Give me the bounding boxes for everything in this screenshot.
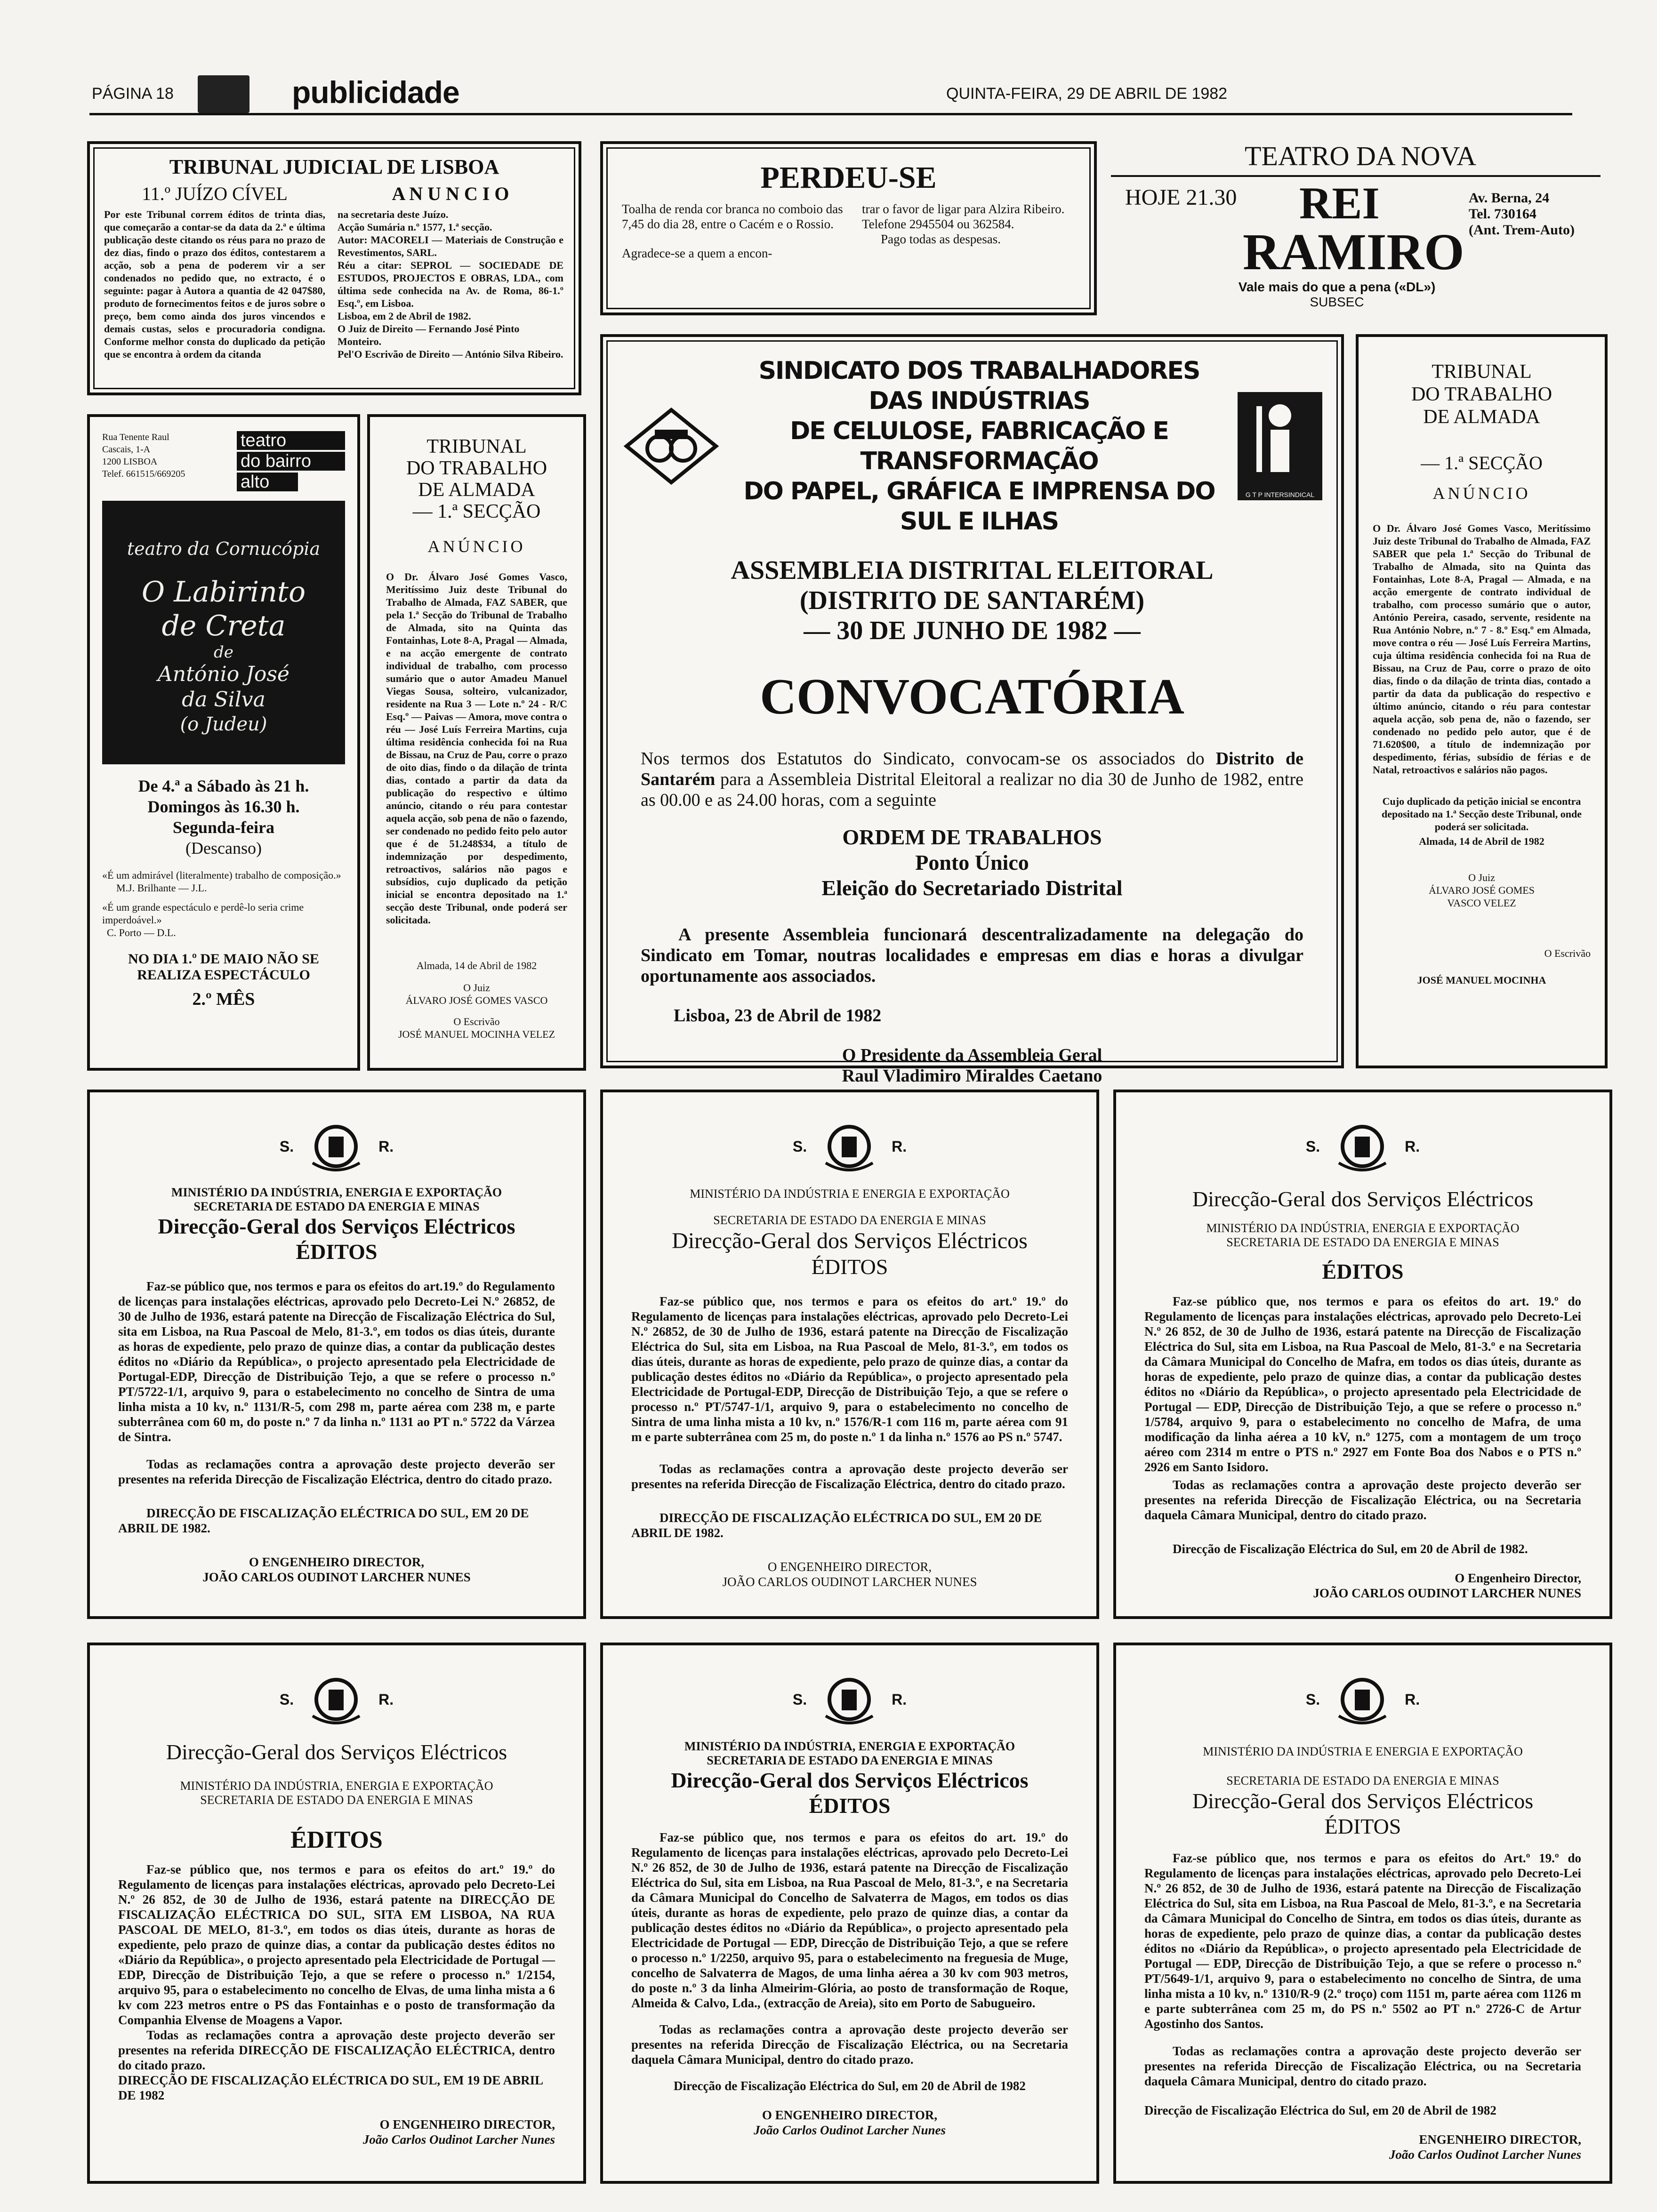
agenda-title: ORDEM DE TRABALHOS [842,825,1102,849]
schedule-line: Domingos às 16.30 h. [147,797,300,816]
poster-text: de [214,643,233,662]
signature-role: O Escrivão [453,1016,500,1027]
ad-title: — 30 DE JUNHO DE 1982 — [804,616,1141,645]
show-title-1: REI [1299,178,1380,228]
cgtp-logo [1238,392,1322,500]
poster-text: de Creta [161,609,286,642]
ad-editos-6 [1113,1643,1612,2184]
ad-date: Direcção de Fiscalização Eléctrica do Sul, em 20 de Abril de 1982. [1173,1542,1528,1556]
ad-body-line: Pel'O Escrivão de Direito — António Silva Ribeiro. [338,348,563,360]
poster-text: António José [158,662,290,686]
worker-figure-icon [1238,392,1322,486]
ad-editos-2 [600,1090,1099,1619]
ministry-name: MINISTÉRIO DA INDÚSTRIA E ENERGIA E EXPORTAÇÃO [1203,1745,1523,1758]
emblem-letter: S. [279,1691,294,1708]
ad-title: TRIBUNAL [426,436,527,457]
convocatoria-title: CONVOCATÓRIA [760,669,1184,725]
review-author: M.J. Brilhante — J.L. [116,882,207,894]
union-name: DE CELULOSE, FABRICAÇÃO E TRANSFORMAÇÃO [790,417,1168,475]
ad-body: Todas as reclamações contra a aprovação deste projecto deverão ser presentes na referida DIRECÇÃO DE FISCALIZAÇÃO ELÉCTRICA, dentro do citado prazo. [118,2028,555,2072]
ad-tribunal-almada-2 [1356,334,1608,1068]
ad-body: trar o favor de ligar para Alzira Ribeiro. [862,202,1065,216]
notice: NO DIA 1.º DE MAIO NÃO SE REALIZA ESPECTÁCULO [128,951,319,983]
directorate-name: Direcção-Geral dos Serviços Eléctricos [1192,1789,1534,1813]
ad-body: Toalha de renda cor branca no comboio das 7,45 do dia 28, entre o Cacém e o Rossio. [622,202,843,231]
ad-body-line: O Juiz de Direito — Fernando José Pinto Monteiro. [338,323,520,347]
address-line: Av. Berna, 24 [1469,190,1550,206]
ad-body: Faz-se público que, nos termos e para os efeitos do art.º 19.º do Regulamento de licenças para instalações eléctricas, aprovado pelo Decreto-Lei N.º 26 852, de 30 de Julho de 1936, estará patente na DIRECÇÃO DE FISCALIZAÇÃO ELÉCTRICA DO SUL, SITA EM LISBOA, NA RUA PASCOAL DE MELO, 81-3.º, em todos os dias úteis, durante as horas de expediente, pelo prazo de quinze dias, a contar da publicação destes éditos no «Diário da República», o projecto apresentado pela Electricidade de Portugal — EDP, Direcção de Distribuição Tejo, a que se refere o processo n.º 1/2154, arquivo 95, para o estabelecimento no concelho de Elvas, de uma linha mista a 6 kv com 223 metros entre o PS das Fontainhas e o posto de transformação da Companhia Elvense de Moagens a Vapor. [118,1862,555,2027]
ad-date: DIRECÇÃO DE FISCALIZAÇÃO ELÉCTRICA DO SUL, EM 20 DE ABRIL DE 1982. [631,1511,1042,1540]
ministry-name: MINISTÉRIO DA INDÚSTRIA, ENERGIA E EXPORTAÇÃO [1206,1221,1520,1235]
ad-body: Agradece-se a quem a encon- [622,246,772,260]
secretariat-name: SECRETARIA DE ESTADO DA ENERGIA E MINAS [707,1754,993,1767]
secretariat-name: SECRETARIA DE ESTADO DA ENERGIA E MINAS [1226,1235,1499,1249]
address [1469,190,1575,238]
ad-body: Todas as reclamações contra a aprovação deste projecto deverão ser presentes na referida Direcção de Fiscalização Eléctrica, ou na Secretaria daquela Câmara Municipal, dentro do citado prazo. [1144,1478,1581,1522]
ministry-name: MINISTÉRIO DA INDÚSTRIA, ENERGIA E EXPORTAÇÃO [171,1186,502,1199]
coat-of-arms-icon [1334,1121,1391,1172]
directorate-name: Direcção-Geral dos Serviços Eléctricos [1192,1187,1534,1211]
secretariat-name: SECRETARIA DE ESTADO DA ENERGIA E MINAS [1226,1774,1499,1787]
review-author: C. Porto — D.L. [107,927,176,938]
emblem [1144,1674,1581,1725]
ad-body: A presente Assembleia funcionará descentralizadamente na delegação do Sindicato em Tomar, noutras localidades e empresas em dias e horas a divulgar oportunamente aos associados. [641,925,1303,986]
emblem [631,1121,1068,1172]
ad-body: Faz-se público que, nos termos e para os efeitos do art.19.º do Regulamento de licenças para instalações eléctricas, aprovado pelo Decreto-Lei N.º 26852, de 30 de Julho de 1936, estará patente na Direcção de Fiscalização Eléctrica do Sul, sita em Lisboa, na Rua Pascoal de Melo, 81-3.º, em todos os dias úteis, durante as horas de expediente, pelo prazo de quinze dias, a contar da publicação destes éditos no «Diário da República», o projecto apresentado pela Electricidade de Portugal-EDP, Direcção de Distribuição Tejo, a que se refere o processo n.º PT/5722-1/1, arquivo 9, para o estabelecimento no concelho de Sintra de uma linha mista a 10 kv, n.º 1131/R-5, com 298 m, parte aérea com 238 m, e parte subterrânea com 60 m, do poste n.º 7 da linha n.º 1131 ao PT n.º 5722 da Várzea de Sintra. [118,1279,555,1444]
poster-text: teatro da Cornucópia [127,538,321,559]
address-line: Rua Tenente Raul [102,432,169,442]
coat-of-arms-icon [821,1121,877,1172]
ad-title: TEATRO DA NOVA [1245,141,1476,171]
ministry-name: MINISTÉRIO DA INDÚSTRIA, ENERGIA E EXPORTAÇÃO [180,1779,493,1793]
review-quote: «É um admirável (literalmente) trabalho de composição.» [102,869,341,881]
show-time: HOJE 21.30 [1125,185,1237,210]
ad-sindicato-convocatoria [600,334,1344,1086]
emblem-letter: R. [1405,1691,1420,1708]
secretariat-name: SECRETARIA DE ESTADO DA ENERGIA E MINAS [713,1213,986,1227]
ad-teatro-nova [1111,141,1610,315]
signature-role: O Presidente da Assembleia Geral [842,1045,1102,1065]
logo-text: do bairro [237,452,345,471]
emblem-letter: R. [378,1691,394,1708]
ad-date: Almada, 14 de Abril de 1982 [416,960,537,971]
ad-body: Faz-se público que, nos termos e para os efeitos do art. 19.º do Regulamento de licenças para instalações eléctricas, aprovado pelo Decreto-Lei N.º 26 852, de 30 de Julho de 1936, estará patente na Direcção de Fiscalização Eléctrica do Sul, sita em Lisboa, na Rua Pascoal de Melo, 81-3.º, e na Secretaria da Câmara Municipal do Concelho de Salvaterra de Magos, em todos os dias úteis, durante as horas de expediente, pelo prazo de quinze dias, a contar da publicação destes éditos no «Diário da República», o projecto apresentado pela Electricidade de Portugal — EDP, Direcção de Distribuição Tejo, a que se refere o processo n.º 1/2250, arquivo 95, para o estabelecimento na freguesia de Muge, concelho de Salvaterra de Magos, de uma linha aérea a 30 kv com 903 metros, do poste n.º 3 da linha Almeirim-Glória, ao posto de transformação de Roque, Almeida & Calvo, Lda., (extracção de Areia), sito em Porto de Sabugueiro. [631,1830,1068,2010]
ad-title: DO TRABALHO [406,457,547,479]
ad-title: (DISTRITO DE SANTARÉM) [799,586,1145,615]
emblem-letter: S. [1305,1138,1320,1155]
signature-role: O Juiz [463,982,490,994]
poster-text: (o Judeu) [180,713,267,735]
header-rule [89,113,1572,115]
show-title-2: RAMIRO [1243,223,1464,281]
ad-title: DE ALMADA [418,479,535,501]
address-line: (Ant. Trem-Auto) [1469,222,1575,238]
ad-date: Lisboa, 23 de Abril de 1982 [674,1006,882,1026]
editos-title: ÉDITOS [809,1794,891,1818]
ad-date: Direcção de Fiscalização Eléctrica do Sul, em 20 de Abril de 1982 [674,2079,1026,2093]
ad-body: O Dr. Álvaro José Gomes Vasco, Meritíssimo Juiz deste Tribunal do Trabalho de Almada, FAZ SABER, que pela 1.ª Secção do Tribunal de Trabalho de Almada, sito na Quinta das Fontainhas, Lote 8-A, Pragal — Almada, e na acção emergente de contrato individual de trabalho, com processo sumário que o autor Amadeu Manuel Viegas Sousa, solteiro, vulcanizador, residente na Rua 3 — Lote n.º 24 - R/C Esq.º — Paivas — Amora, move contra o réu — José Luís Ferreira Martins, cuja última residência conhecida foi na Rua de Bissau, na Cruz de Pau, corre o prazo de oito dias, findo o da dilação de trinta dias, contado a partir da data da publicação do respectivo e último anúncio, citando o réu para contestar aquela acção, sob pena de não o fazendo, ser condenado no pedido feito pelo autor que é de 51.248$34, a título de indemnização por despedimento, retroactivos, salários não pagos e subsídios, cujo duplicado da petição inicial se encontra depositado na 1.ª secção deste Tribunal, onde poderá ser solicitada. [386,571,567,926]
ad-body: Faz-se público que, nos termos e para os efeitos do art. 19.º do Regulamento de licenças para instalações eléctricas, aprovado pelo Decreto-Lei N.º 26 852, de 30 de Julho de 1936, estará patente na Direcção de Fiscalização Eléctrica do Sul, sita em Lisboa, na Rua Pascoal de Melo, 81-3.º e na Secretaria da Câmara Municipal do Concelho de Mafra, em todos os dias úteis, durante as horas de expediente, pelo prazo de quinze dias, a contar da publicação destes éditos no «Diário da República», o projecto apresentado pela Electricidade de Portugal — EDP, Direcção de Distribuição Tejo, a que se refere o processo n.º 1/5784, arquivo 9, para o estabelecimento no concelho de Mafra, de uma modificação da linha aérea a 10 kV, n.º 1275, com a montagem de um troço aéreo com 2314 m entre o PTS n.º 2927 em Fonte Boa dos Nabos e o PTS n.º 2926 em Santo Isidoro. [1144,1294,1581,1474]
directorate-name: Direcção-Geral dos Serviços Eléctricos [672,1228,1028,1253]
ad-editos-5 [600,1643,1099,2184]
signature-role: O ENGENHEIRO DIRECTOR, [767,1560,932,1574]
editos-title: ÉDITOS [811,1255,888,1279]
anuncio-label: A N U N C I O [392,183,509,204]
signature-role: O ENGENHEIRO DIRECTOR, [249,1555,425,1569]
ad-teatro-bairro-alto [87,414,360,1071]
logo-text: teatro [237,431,345,450]
ministry-name: MINISTÉRIO DA INDÚSTRIA E ENERGIA E EXPORTAÇÃO [690,1187,1010,1201]
ad-subtitle: — 1.ª SECÇÃO [412,501,541,522]
ad-editos-4 [87,1643,586,2184]
ad-body: Cujo duplicado da petição inicial se encontra depositado na 1.ª Secção deste Tribunal, onde poderá ser solicitada. [1381,795,1582,833]
signature-name: ÁLVARO JOSÉ GOMES VASCO [405,994,548,1006]
ad-body: O Dr. Álvaro José Gomes Vasco, Meritíssimo Juiz deste Tribunal do Trabalho de Almada, FAZ SABER que pela 1.ª Secção do Tribunal de Trabalho de Almada, sito na Quinta das Fontainhas, Lote 8-A, Pragal — Almada, e na acção emergente de contrato individual de trabalho, com processo sumário que o autor, António Pereira, casado, servente, residente na Rua António Nobre, n.º 7 - 8.º Esq.º em Almada, move contra o réu — José Luís Ferreira Martins, cuja última residência conhecida foi na Rua de Bissau, na Cruz de Pau, corre o prazo de oito dias, findo o da dilação de trinta dias, contado a partir da data da publicação do respectivo e último anúncio, citando o réu para contestar aquela acção, sob pena de, não o fazendo, ser condenado no pedido pelo autor, que é de 71.620$00, a título de indemnização por despedimento, férias, subsídio de férias e de Natal, retroactivos e salários não pagos. [1373,522,1591,776]
ad-date: DIRECÇÃO DE FISCALIZAÇÃO ELÉCTRICA DO SUL, EM 20 DE ABRIL DE 1982. [118,1506,529,1535]
emblem [118,1121,555,1172]
schedule-line: (Descanso) [185,839,262,858]
ad-body: Telefone 2945504 ou 362584. [862,217,1014,231]
anuncio-label: ANÚNCIO [427,537,526,556]
address-line: Cascais, 1-A [102,444,151,455]
ad-editos-1 [87,1090,586,1619]
secretariat-name: SECRETARIA DE ESTADO DA ENERGIA E MINAS [193,1200,480,1213]
union-logo-icon [622,406,721,486]
ad-title: PERDEU-SE [760,160,937,195]
signature-name: João Carlos Oudinot Larcher Nunes [753,2123,946,2137]
signature-name: VASCO VELEZ [1447,897,1516,909]
signature-role: O Juiz [1468,872,1495,883]
producer: SUBSEC [1310,295,1364,309]
ad-title: TRIBUNAL JUDICIAL DE LISBOA [169,155,499,178]
signature-name: JOÃO CARLOS OUDINOT LARCHER NUNES [202,1570,471,1584]
juizo-label: 11.º JUÍZO CÍVEL [142,183,288,204]
signature-role: ENGENHEIRO DIRECTOR, [1419,2132,1581,2147]
emblem-letter: S. [279,1138,294,1155]
run-length: 2.º MÊS [192,989,255,1009]
poster-text: O Labirinto [141,576,306,609]
ad-title: TRIBUNAL [1432,361,1532,383]
agenda-item: Eleição do Secretariado Distrital [821,876,1123,900]
anuncio-label: ANÚNCIO [1432,484,1531,503]
editos-title: ÉDITOS [1324,1814,1401,1838]
address-line: Tel. 730164 [1469,206,1536,222]
emblem [1144,1121,1581,1172]
ad-editos-3 [1113,1090,1612,1619]
coat-of-arms-icon [308,1121,364,1172]
coat-of-arms-icon [821,1674,877,1725]
schedule-line: De 4.ª a Sábado às 21 h. [138,777,309,795]
editos-title: ÉDITOS [1322,1259,1404,1283]
ad-body-line: Autor: MACORELI — Materiais de Construção e Revestimentos, SARL. [338,234,563,258]
ad-subtitle: — 1.ª SECÇÃO [1421,452,1543,473]
ad-body-line: Acção Sumária n.º 1577, 1.ª secção. [338,221,492,233]
ad-body-line: Réu a citar: SEPROL — SOCIEDADE DE ESTUDOS, PROJECTOS E OBRAS, LDA., com última sede conhecida na Av. de Roma, 86-1.º Esq.º, em Lisboa. [338,259,563,309]
section-title: publicidade [292,75,459,110]
coat-of-arms-icon [308,1674,364,1725]
signature-name: JOSÉ MANUEL MOCINHA VELEZ [398,1028,555,1040]
emblem-letter: R. [892,1691,907,1708]
ad-date: Direcção de Fiscalização Eléctrica do Sul, em 20 de Abril de 1982 [1144,2103,1496,2117]
body-text-bold: Distrito de Santarém [641,749,1303,789]
signature-role: O ENGENHEIRO DIRECTOR, [762,2108,938,2122]
page-date: QUINTA-FEIRA, 29 DE ABRIL DE 1982 [946,85,1228,103]
logo-text: G T P INTERSINDICAL [1245,491,1315,498]
emblem-letter: R. [378,1138,394,1155]
schedule-line: Segunda-feira [173,818,274,837]
directorate-name: Direcção-Geral dos Serviços Eléctricos [166,1740,507,1764]
ad-body: Todas as reclamações contra a aprovação deste projecto deverão ser presentes na referida Direcção de Fiscalização Eléctrica, ou na Secretaria daquela Câmara Municipal, dentro do citado prazo. [631,2022,1068,2067]
signature-name: JOÃO CARLOS OUDINOT LARCHER NUNES [722,1575,977,1589]
emblem-letter: S. [1305,1691,1320,1708]
ad-tribunal-lisboa [87,141,581,395]
divider [1111,175,1601,177]
emblem [118,1674,555,1725]
directorate-name: Direcção-Geral dos Serviços Eléctricos [671,1768,1029,1792]
address-line: Telef. 661515/669205 [102,469,185,479]
theatre-logo [237,431,345,491]
signature-name: ÁLVARO JOSÉ GOMES [1429,884,1535,896]
signature-name: JOÃO CARLOS OUDINOT LARCHER NUNES [1313,1586,1581,1600]
ad-body: Faz-se público que, nos termos e para os efeitos do Art.º 19.º do Regulamento de licenças para instalações eléctricas, aprovado pelo Decreto-Lei N.º 26 852, de 30 de Julho de 1936, estará patente na Direcção de Fiscalização Eléctrica do Sul, sita em Lisboa, na Rua Pascoal de Melo, 81-3.º, e na Secretaria da Câmara Municipal do Concelho de Sintra, em todos os dias úteis, durante as horas de expediente, pelo prazo de quinze dias, a contar da publicação destes éditos no «Diário da República», o projecto apresentado pela Electricidade de Portugal — EDP, Direcção de Distribuição Tejo, a que se refere o processo n.º PT/5649-1/1, arquivo 9, para o estabelecimento no concelho de Sintra, de uma linha mista a 10 kv, n.º 1310/R-9 (2.º troço) com 1151 m, parte aérea com 1126 m e parte subterrânea com 25 m, do PS n.º 5502 ao PT n.º 2726-C de Artur Agostinho dos Santos. [1144,1851,1581,2031]
review-quote: Vale mais do que a pena («DL») [1238,280,1436,294]
body-text: Nos termos dos Estatutos do Sindicato, convocam-se os associados do [641,749,1216,769]
ad-body-line: na secretaria deste Juízo. [338,208,449,220]
editos-title: ÉDITOS [290,1827,383,1853]
ad-body: Por este Tribunal correm éditos de trinta dias, que começarão a contar-se da data da 2.ª e última publicação deste citando os réus para no prazo de dez dias, findo o prazo dos éditos, contestarem a acção, sob a pena de poderem vir a ser condenados no pedido que, no extracto, é o seguinte: pagar à Autora a quantia de 42 047$80, produto de fornecimentos feitos e de juros sobre o preço, bem como ainda dos juros vincendos e demais custas, selos e procuradoria condigna. Conforme melhor consta do duplicado da petição que se encontra à ordem da citanda [104,208,325,360]
secretariat-name: SECRETARIA DE ESTADO DA ENERGIA E MINAS [200,1793,473,1807]
signature-name: Raul Vladimiro Miraldes Caetano [842,1066,1102,1086]
signature-role: O Engenheiro Director, [1455,1571,1581,1585]
ad-body: Faz-se público que, nos termos e para os efeitos do art.º 19.º do Regulamento de licenças para instalações eléctricas, aprovado pelo Decreto-Lei N.º 26852, de 30 de Julho de 1936, estará patente na Direcção de Fiscalização Eléctrica do Sul, sita em Lisboa, na Rua Pascoal de Melo, 81-3.º, em todos os dias úteis, durante as horas de expediente, pelo prazo de quinze dias, a contar da publicação destes éditos no «Diário da República», o projecto apresentado pela Electricidade de Portugal-EDP, Direcção de Distribuição Tejo, a que se refere o processo n.º PT/5747-1/1, arquivo 9, para o estabelecimento no concelho de Sintra de uma linha mista a 10 kv, n.º 1576/R-1 com 116 m, parte aérea com 91 m e parte subterrânea com 25 m, do poste n.º 1 da linha n.º 1576 ao PS n.º 5747. [631,1294,1068,1444]
section-logo-icon [198,75,249,113]
ad-body: Todas as reclamações contra a aprovação deste projecto deverão ser presentes na referida Direcção de Fiscalização Eléctrica, dentro do citado prazo. [118,1457,555,1486]
logo-text: alto [237,473,298,491]
editos-title: ÉDITOS [296,1240,378,1264]
emblem-letter: S. [792,1138,807,1155]
signature-role: O Escrivão [1544,947,1591,959]
page-number: PÁGINA 18 [92,85,174,103]
directorate-name: Direcção-Geral dos Serviços Eléctricos [158,1214,515,1238]
ad-body-line: Lisboa, em 2 de Abril de 1982. [338,310,471,322]
ad-title: DE ALMADA [1423,406,1540,428]
ad-body: Pago todas as despesas. [881,232,1001,246]
coat-of-arms-icon [1334,1674,1391,1725]
review-quote: «É um grande espectáculo e perdê-lo seria crime imperdoável.» [102,901,304,926]
agenda-item: Ponto Único [915,850,1029,874]
ad-date: DIRECÇÃO DE FISCALIZAÇÃO ELÉCTRICA DO SUL, EM 19 DE ABRIL DE 1982 [118,2073,543,2102]
ad-body: Todas as reclamações contra a aprovação deste projecto deverão ser presentes na referida Direcção de Fiscalização Eléctrica, ou na Secretaria daquela Câmara Municipal, dentro do citado prazo. [1144,2044,1581,2088]
body-text: para a Assembleia Distrital Eleitoral a realizar no dia 30 de Junho de 1982, entre as 00.00 e as 24.00 horas, com a seguinte [641,769,1303,810]
ad-body [641,748,1303,810]
union-name: SINDICATO DOS TRABALHADORES DAS INDÚSTRIAS [758,357,1200,415]
poster-image [102,501,345,764]
ad-date: Almada, 14 de Abril de 1982 [1419,835,1544,847]
ad-title: ASSEMBLEIA DISTRITAL ELEITORAL [731,556,1214,585]
signature-role: O ENGENHEIRO DIRECTOR, [379,2117,555,2132]
signature-name: João Carlos Oudinot Larcher Nunes [362,2132,555,2147]
ad-title: DO TRABALHO [1411,384,1552,405]
poster-text: da Silva [182,688,265,712]
emblem-letter: R. [1405,1138,1420,1155]
signature-name: JOSÉ MANUEL MOCINHA [1417,974,1546,986]
ministry-name: MINISTÉRIO DA INDÚSTRIA, ENERGIA E EXPORTAÇÃO [684,1739,1015,1753]
emblem [631,1674,1068,1725]
signature-name: João Carlos Oudinot Larcher Nunes [1389,2148,1581,2162]
emblem-letter: S. [792,1691,807,1708]
union-name: DO PAPEL, GRÁFICA E IMPRENSA DO SUL E ILHAS [743,477,1215,536]
ad-perdeu-se [600,141,1097,315]
ad-tribunal-almada-1 [367,414,586,1071]
ad-body: Todas as reclamações contra a aprovação deste projecto deverão ser presentes na referida Direcção de Fiscalização Eléctrica, dentro do citado prazo. [631,1462,1068,1491]
address-line: 1200 LISBOA [102,457,158,467]
emblem-letter: R. [892,1138,907,1155]
